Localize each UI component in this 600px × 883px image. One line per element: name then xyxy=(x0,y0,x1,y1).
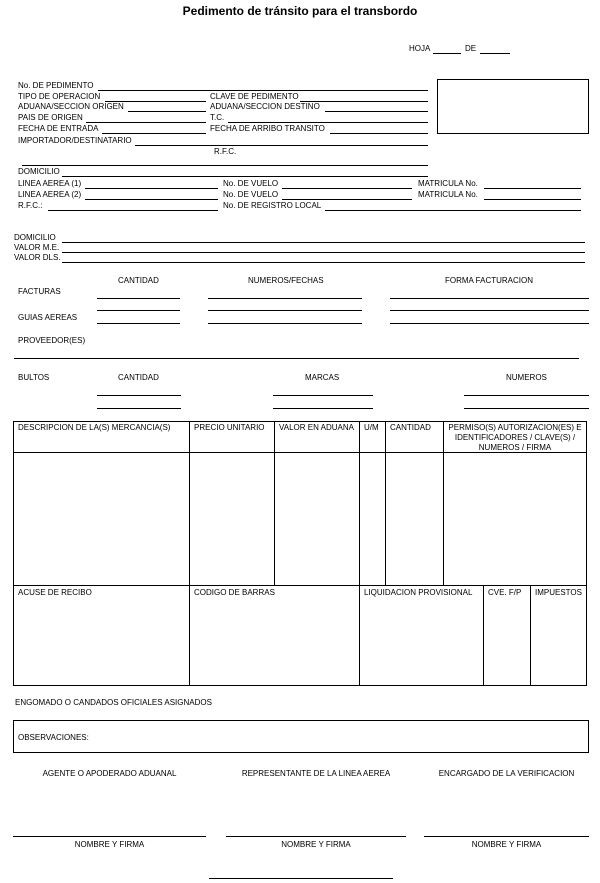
agente-label: AGENTE O APODERADO ADUANAL xyxy=(42,769,177,778)
representante-signature-line[interactable] xyxy=(226,836,406,837)
clave-pedimento-label: CLAVE DE PEDIMENTO xyxy=(210,92,299,101)
bultos-marcas-label: MARCAS xyxy=(305,373,340,382)
fecha-entrada-field[interactable] xyxy=(102,133,206,134)
acuse-recibo-label: ACUSE DE RECIBO xyxy=(18,588,92,597)
observaciones-label: OBSERVACIONES: xyxy=(18,733,89,742)
table-col-divider xyxy=(385,421,386,585)
domicilio-label: DOMICILIO xyxy=(14,233,56,242)
table-col-divider xyxy=(483,585,484,686)
table-col-divider xyxy=(443,421,444,585)
stamp-box[interactable] xyxy=(437,79,589,134)
tc-label: T.C. xyxy=(210,113,225,122)
carrier-domicilio-label: DOMICILIO xyxy=(18,167,60,176)
aduana-destino-field[interactable] xyxy=(325,111,428,112)
agente-signature-line[interactable] xyxy=(13,836,206,837)
fecha-arribo-label: FECHA DE ARRIBO TRANSITO xyxy=(210,124,325,133)
vuelo-2-label: No. DE VUELO xyxy=(223,190,279,199)
bultos-marcas-field-2[interactable] xyxy=(273,408,373,409)
bultos-cantidad-field-2[interactable] xyxy=(97,408,181,409)
linea-aerea-2-field[interactable] xyxy=(85,199,218,200)
encargado-nombre-firma: NOMBRE Y FIRMA xyxy=(471,840,542,849)
hoja-label: HOJA xyxy=(409,44,431,53)
importador-extra-line[interactable] xyxy=(22,165,428,166)
numeros-fechas-label: NUMEROS/FECHAS xyxy=(248,276,324,285)
valor-me-field[interactable] xyxy=(62,252,585,253)
guias-forma-field[interactable] xyxy=(390,323,589,324)
valor-dls-label: VALOR DLS. xyxy=(14,253,61,262)
hoja-field[interactable] xyxy=(433,53,461,54)
aduana-origen-label: ADUANA/SECCION ORIGEN xyxy=(18,102,124,111)
vuelo-1-field[interactable] xyxy=(282,188,412,189)
proveedor-field[interactable] xyxy=(14,358,579,359)
table-col-divider xyxy=(359,421,360,686)
bultos-marcas-field[interactable] xyxy=(273,395,373,396)
table-col-divider xyxy=(274,421,275,585)
tc-field[interactable] xyxy=(228,122,428,123)
hoja-total-field[interactable] xyxy=(480,53,510,54)
impuestos-label: IMPUESTOS xyxy=(535,588,582,597)
col-permisos: PERMISO(S) AUTORIZACION(ES) E IDENTIFICADORES / CLAVE(S) / NUMEROS / FIRMA xyxy=(448,423,582,452)
bultos-cantidad-field[interactable] xyxy=(97,395,181,396)
pais-origen-label: PAIS DE ORIGEN xyxy=(18,113,83,122)
carrier-domicilio-field[interactable] xyxy=(62,176,428,177)
carrier-rfc-field[interactable] xyxy=(48,210,218,211)
matricula-2-field[interactable] xyxy=(484,199,581,200)
cve-fp-label: CVE. F/P xyxy=(488,588,522,597)
fecha-entrada-label: FECHA DE ENTRADA xyxy=(18,124,99,133)
observaciones-box[interactable] xyxy=(13,720,589,753)
liquidacion-label: LIQUIDACION PROVISIONAL xyxy=(364,588,473,597)
vuelo-2-field[interactable] xyxy=(282,199,412,200)
table-bottom-divider xyxy=(13,585,587,586)
no-pedimento-field[interactable] xyxy=(98,90,428,91)
importador-field[interactable] xyxy=(135,145,428,146)
domicilio-field[interactable] xyxy=(62,242,585,243)
representante-nombre-firma: NOMBRE Y FIRMA xyxy=(281,840,351,849)
no-pedimento-label: No. DE PEDIMENTO xyxy=(18,81,94,90)
representante-label: REPRESENTANTE DE LA LINEA AEREA xyxy=(241,769,391,778)
proveedor-label: PROVEEDOR(ES) xyxy=(18,336,86,345)
facturas-cantidad-field-2[interactable] xyxy=(97,310,180,311)
encargado-signature-line[interactable] xyxy=(424,836,589,837)
hoja-de-label: DE xyxy=(465,44,477,53)
aduana-destino-label: ADUANA/SECCION DESTINO xyxy=(210,102,320,111)
agente-nombre-firma: NOMBRE Y FIRMA xyxy=(74,840,145,849)
guias-aereas-label: GUIAS AEREAS xyxy=(18,313,78,322)
pais-origen-field[interactable] xyxy=(86,122,206,123)
bottom-signature-line[interactable] xyxy=(209,878,393,879)
encargado-label: ENCARGADO DE LA VERIFICACION xyxy=(438,769,575,778)
matricula-1-label: MATRICULA No. xyxy=(418,179,478,188)
importador-label: IMPORTADOR/DESTINATARIO xyxy=(18,136,132,145)
facturas-cantidad-field[interactable] xyxy=(97,298,180,299)
facturas-forma-field[interactable] xyxy=(390,298,589,299)
bultos-label: BULTOS xyxy=(18,373,50,382)
valor-me-label: VALOR M.E. xyxy=(14,243,60,252)
table-col-divider xyxy=(530,585,531,686)
col-cantidad: CANTIDAD xyxy=(390,423,431,432)
col-um: U/M xyxy=(364,423,379,432)
facturas-numeros-field[interactable] xyxy=(208,298,362,299)
linea-aerea-1-label: LINEA AEREA (1) xyxy=(18,179,82,188)
col-precio-unitario: PRECIO UNITARIO xyxy=(194,423,265,432)
bultos-numeros-field-2[interactable] xyxy=(464,408,589,409)
codigo-barras-label: CODIGO DE BARRAS xyxy=(194,588,275,597)
registro-local-field[interactable] xyxy=(325,210,581,211)
facturas-label: FACTURAS xyxy=(18,287,61,296)
docs-cantidad-label: CANTIDAD xyxy=(118,276,159,285)
matricula-1-field[interactable] xyxy=(484,188,581,189)
fecha-arribo-field[interactable] xyxy=(330,133,428,134)
merchandise-table xyxy=(13,421,587,686)
guias-cantidad-field[interactable] xyxy=(97,323,180,324)
forma-facturacion-label: FORMA FACTURACION xyxy=(445,276,534,285)
col-valor-aduana: VALOR EN ADUANA xyxy=(279,423,354,432)
aduana-origen-field[interactable] xyxy=(128,111,206,112)
carrier-rfc-label: R.F.C.: xyxy=(18,201,43,210)
bultos-numeros-label: NUMEROS xyxy=(506,373,547,382)
linea-aerea-1-field[interactable] xyxy=(85,188,218,189)
bultos-numeros-field[interactable] xyxy=(464,395,589,396)
rfc-label: R.F.C. xyxy=(214,147,237,156)
engomado-label: ENGOMADO O CANDADOS OFICIALES ASIGNADOS xyxy=(15,698,212,707)
tipo-operacion-label: TIPO DE OPERACION xyxy=(18,92,101,101)
registro-local-label: No. DE REGISTRO LOCAL xyxy=(223,201,322,210)
valor-dls-field[interactable] xyxy=(62,262,585,263)
table-col-divider xyxy=(189,421,190,686)
guias-numeros-field[interactable] xyxy=(208,323,362,324)
vuelo-1-label: No. DE VUELO xyxy=(223,179,279,188)
linea-aerea-2-label: LINEA AEREA (2) xyxy=(18,190,82,199)
facturas-forma-field-2[interactable] xyxy=(390,310,589,311)
matricula-2-label: MATRICULA No. xyxy=(418,190,478,199)
col-descripcion: DESCRIPCION DE LA(S) MERCANCIA(S) xyxy=(18,423,171,432)
facturas-numeros-field-2[interactable] xyxy=(208,310,362,311)
bultos-cantidad-label: CANTIDAD xyxy=(118,373,159,382)
form-title: Pedimento de tránsito para el transbordo xyxy=(182,4,418,18)
